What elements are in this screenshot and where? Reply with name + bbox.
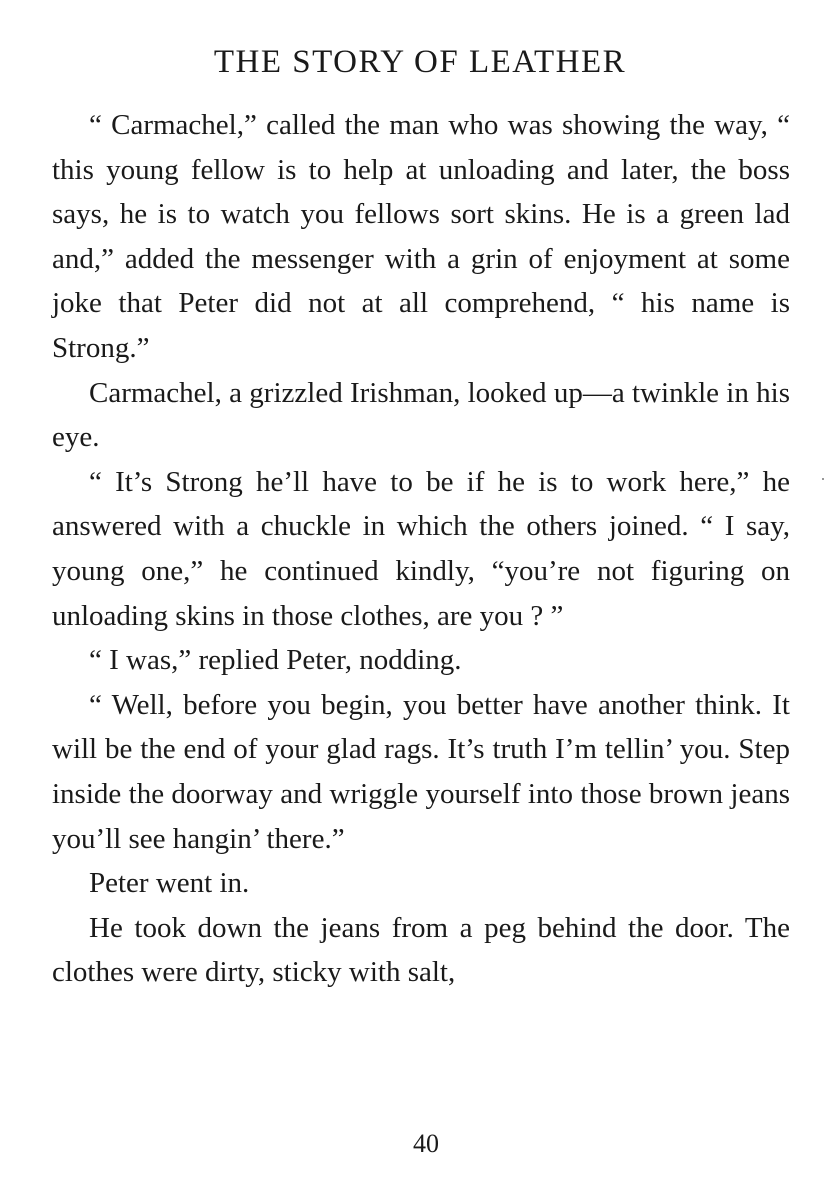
paragraph: He took down the jeans from a peg behind the door. The clothes were dirty, sticky with salt, — [52, 911, 790, 989]
paragraph: Peter went in. — [89, 867, 250, 900]
print-speck — [822, 478, 824, 480]
paragraph: “ It’s Strong he’ll have to be if he is to work here,” he answered with a chuckle in which the others joined. “ I say, young one,” he continued kindly, “you’re not figuring on unloading skins in those clothes, are you ? ” — [52, 465, 790, 632]
body-text — [52, 103, 790, 995]
paragraph: “ Carmachel,” called the man who was showing the way, “ this young fellow is to help at unloading and later, the boss says, he is to watch you fellows sort skins. He is a green lad and,” added the messenger with a grin of enjoyment at some joke that Peter did not at all comprehend, “ his name is Strong.” — [52, 109, 790, 364]
paragraph: “ Well, before you begin, you better have another think. It will be the end of your glad rags. It’s truth I’m tellin’ you. Step inside the doorway and wriggle yourself into those brown jeans you’ll see hangin’ there.” — [52, 688, 790, 855]
page-number: 40 — [413, 1129, 439, 1158]
running-head: THE STORY OF LEATHER — [213, 44, 627, 80]
paragraph: “ I was,” replied Peter, nodding. — [89, 644, 462, 677]
paragraph: Carmachel, a grizzled Irishman, looked up—a twinkle in his eye. — [52, 376, 790, 454]
